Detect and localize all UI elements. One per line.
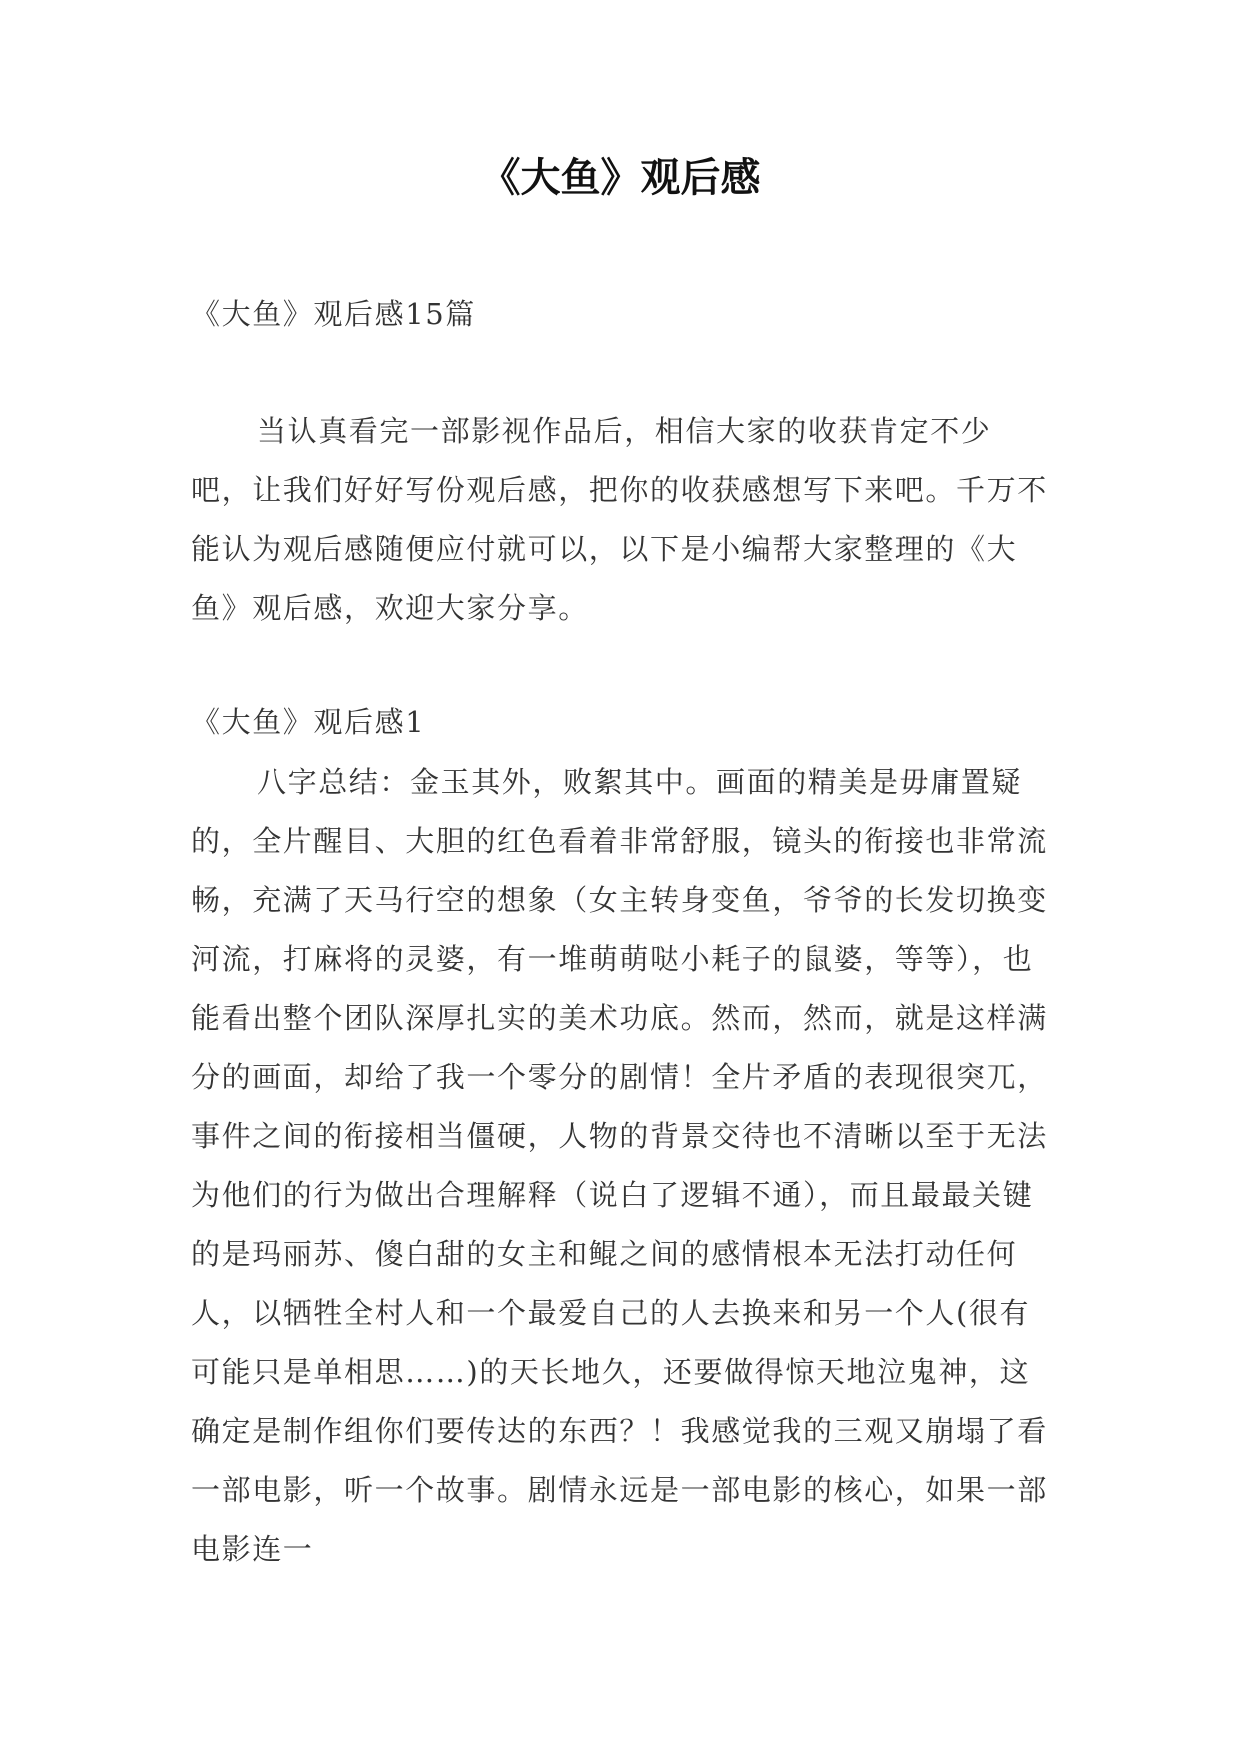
intro-paragraph: 当认真看完一部影视作品后，相信大家的收获肯定不少吧，让我们好好写份观后感，把你的收获感想写下来吧。千万不能认为观后感随便应付就可以，以下是小编帮大家整理的《大鱼》观后感，欢迎大家分享。 [191, 414, 1048, 625]
document-title: 《大鱼》观后感 [480, 155, 761, 201]
body-paragraph: 八字总结：金玉其外，败絮其中。画面的精美是毋庸置疑的，全片醒目、大胆的红色看着非常舒服，镜头的衔接也非常流畅，充满了天马行空的想象（女主转身变鱼，爷爷的长发切换变河流，打麻将的灵婆，有一堆萌萌哒小耗子的鼠婆，等等），也能看出整个团队深厚扎实的美术功底。然而，然而，就是这样满分的画面，却给了我一个零分的剧情！全片矛盾的表现很突兀，事件之间的衔接相当僵硬，人物的背景交待也不清晰以至于无法为他们的行为做出合理解释（说白了逻辑不通），而且最最关键的是玛丽苏、傻白甜的女主和鲲之间的感情根本无法打动任何人，以牺牲全村人和一个最爱自己的人去换来和另一个人(很有可能只是单相思……)的天长地久，还要做得惊天地泣鬼神，这确定是制作组你们要传达的东西？！我感觉我的三观又崩塌了看一部电影，听一个故事。剧情永远是一部电影的核心，如果一部电影连一 [191, 765, 1048, 1566]
section-heading: 《大鱼》观后感1 [191, 705, 426, 739]
document-subtitle: 《大鱼》观后感15篇 [191, 297, 476, 331]
